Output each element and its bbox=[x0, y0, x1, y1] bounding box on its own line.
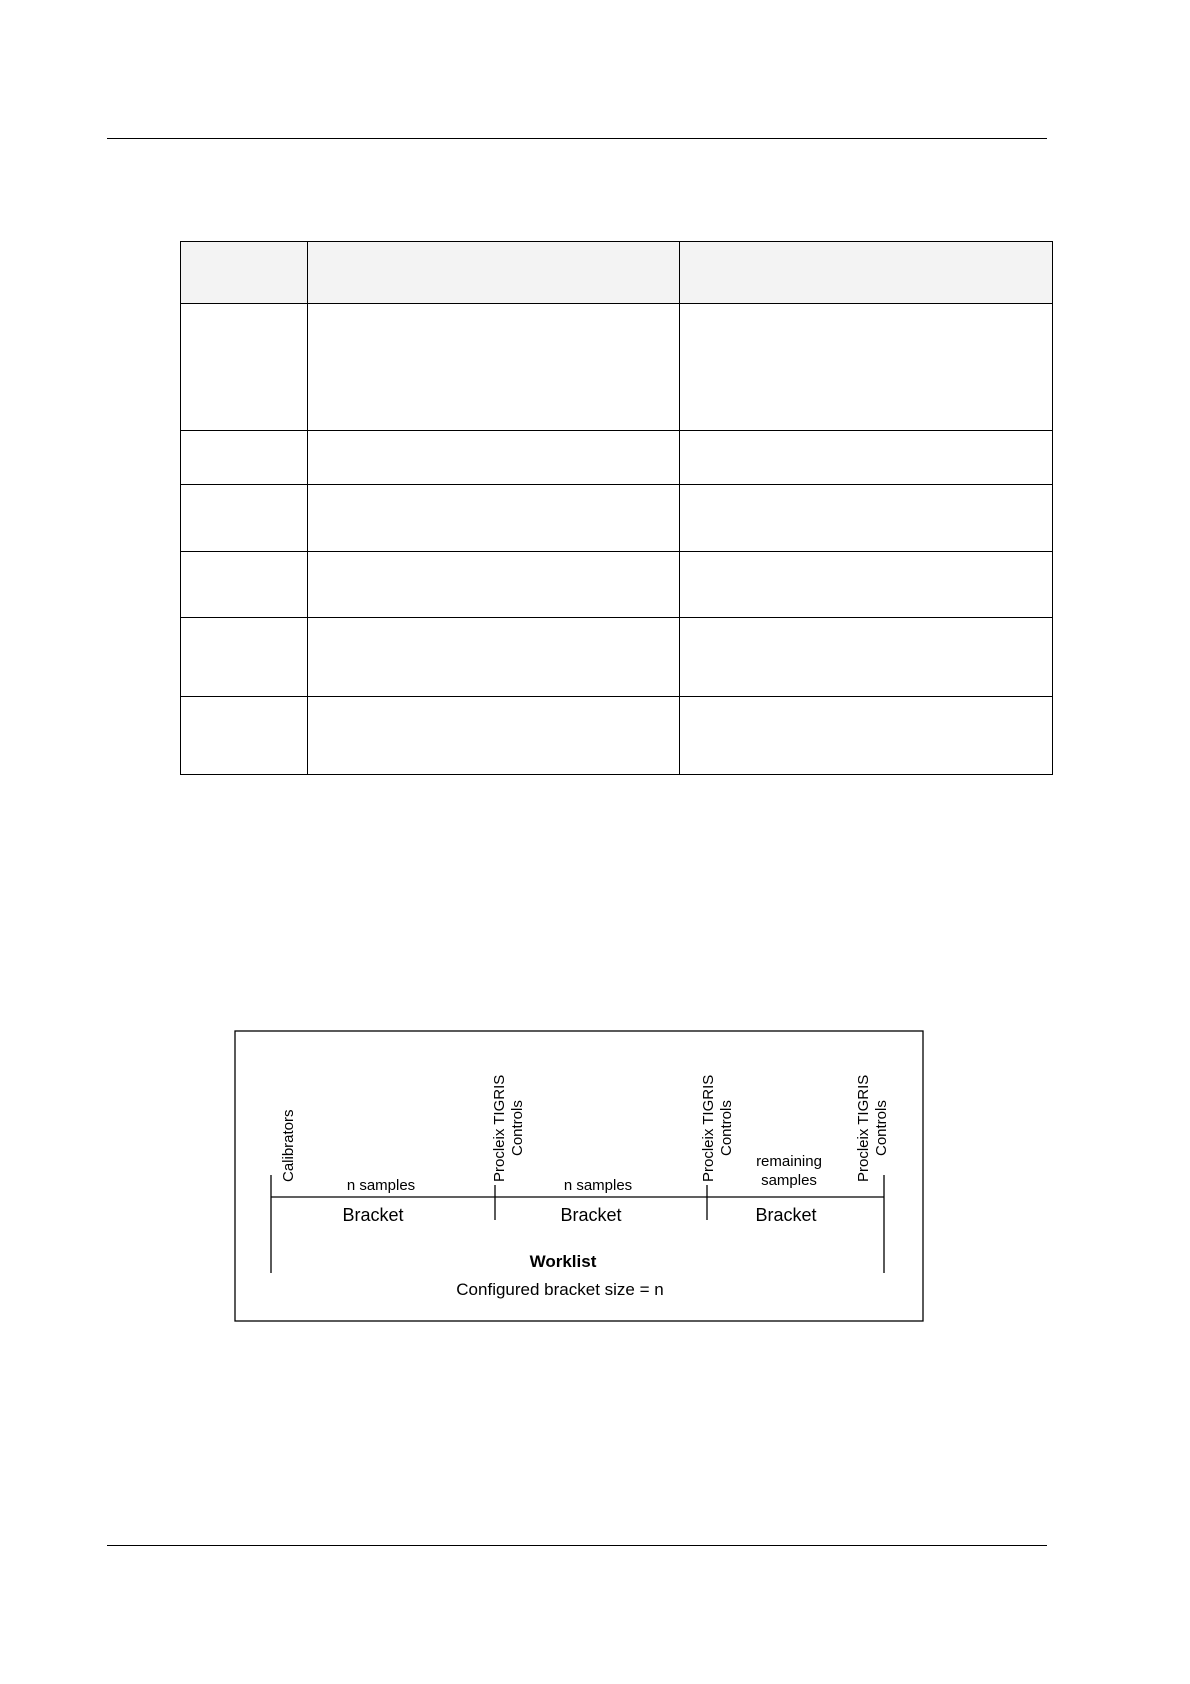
table-cell bbox=[680, 304, 1053, 431]
controls-label-1-line1: Procleix TIGRIS bbox=[491, 1074, 508, 1182]
table-cell bbox=[181, 485, 308, 552]
table-cell bbox=[181, 618, 308, 697]
table-cell bbox=[308, 618, 680, 697]
n-samples-label-2: n samples bbox=[563, 1177, 633, 1194]
table-header-cell bbox=[308, 242, 680, 304]
worklist-title: Worklist bbox=[529, 1252, 597, 1271]
table-cell bbox=[680, 618, 1053, 697]
remaining-samples-line2: samples bbox=[761, 1172, 817, 1189]
table-cell bbox=[181, 697, 308, 775]
controls-label-1-line2: Controls bbox=[509, 1100, 526, 1156]
table-row bbox=[181, 431, 1053, 485]
table-row bbox=[181, 618, 1053, 697]
footer-rule bbox=[107, 1545, 1047, 1546]
table-cell bbox=[181, 552, 308, 618]
bracket-label-3: Bracket bbox=[755, 1205, 817, 1225]
table-cell bbox=[308, 431, 680, 485]
table-cell bbox=[680, 485, 1053, 552]
remaining-samples-line1: remaining bbox=[756, 1153, 822, 1170]
diagram-frame bbox=[235, 1031, 923, 1321]
controls-label-2-line2: Controls bbox=[718, 1100, 735, 1156]
table-cell bbox=[308, 697, 680, 775]
bracket-label-1: Bracket bbox=[342, 1205, 404, 1225]
table-header-cell bbox=[680, 242, 1053, 304]
table-cell bbox=[181, 431, 308, 485]
header-rule bbox=[107, 138, 1047, 139]
table-cell bbox=[308, 552, 680, 618]
table-cell bbox=[308, 304, 680, 431]
calibrators-label: Calibrators bbox=[280, 1109, 297, 1182]
bracket-size-caption: Configured bracket size = n bbox=[456, 1280, 664, 1299]
table-header-cell bbox=[181, 242, 308, 304]
table-header-row bbox=[181, 242, 1053, 304]
worklist-bracket-diagram bbox=[234, 1030, 924, 1322]
table-cell bbox=[680, 431, 1053, 485]
bracket-label-2: Bracket bbox=[560, 1205, 622, 1225]
table-row bbox=[181, 552, 1053, 618]
controls-label-2-line1: Procleix TIGRIS bbox=[700, 1074, 717, 1182]
data-table bbox=[180, 241, 1053, 775]
table-cell bbox=[181, 304, 308, 431]
table-row bbox=[181, 697, 1053, 775]
table-cell bbox=[680, 552, 1053, 618]
table-row bbox=[181, 304, 1053, 431]
n-samples-label-1: n samples bbox=[346, 1177, 416, 1194]
table-row bbox=[181, 485, 1053, 552]
controls-label-3-line1: Procleix TIGRIS bbox=[855, 1074, 872, 1182]
table-cell bbox=[680, 697, 1053, 775]
controls-label-3-line2: Controls bbox=[873, 1100, 890, 1156]
table-cell bbox=[308, 485, 680, 552]
